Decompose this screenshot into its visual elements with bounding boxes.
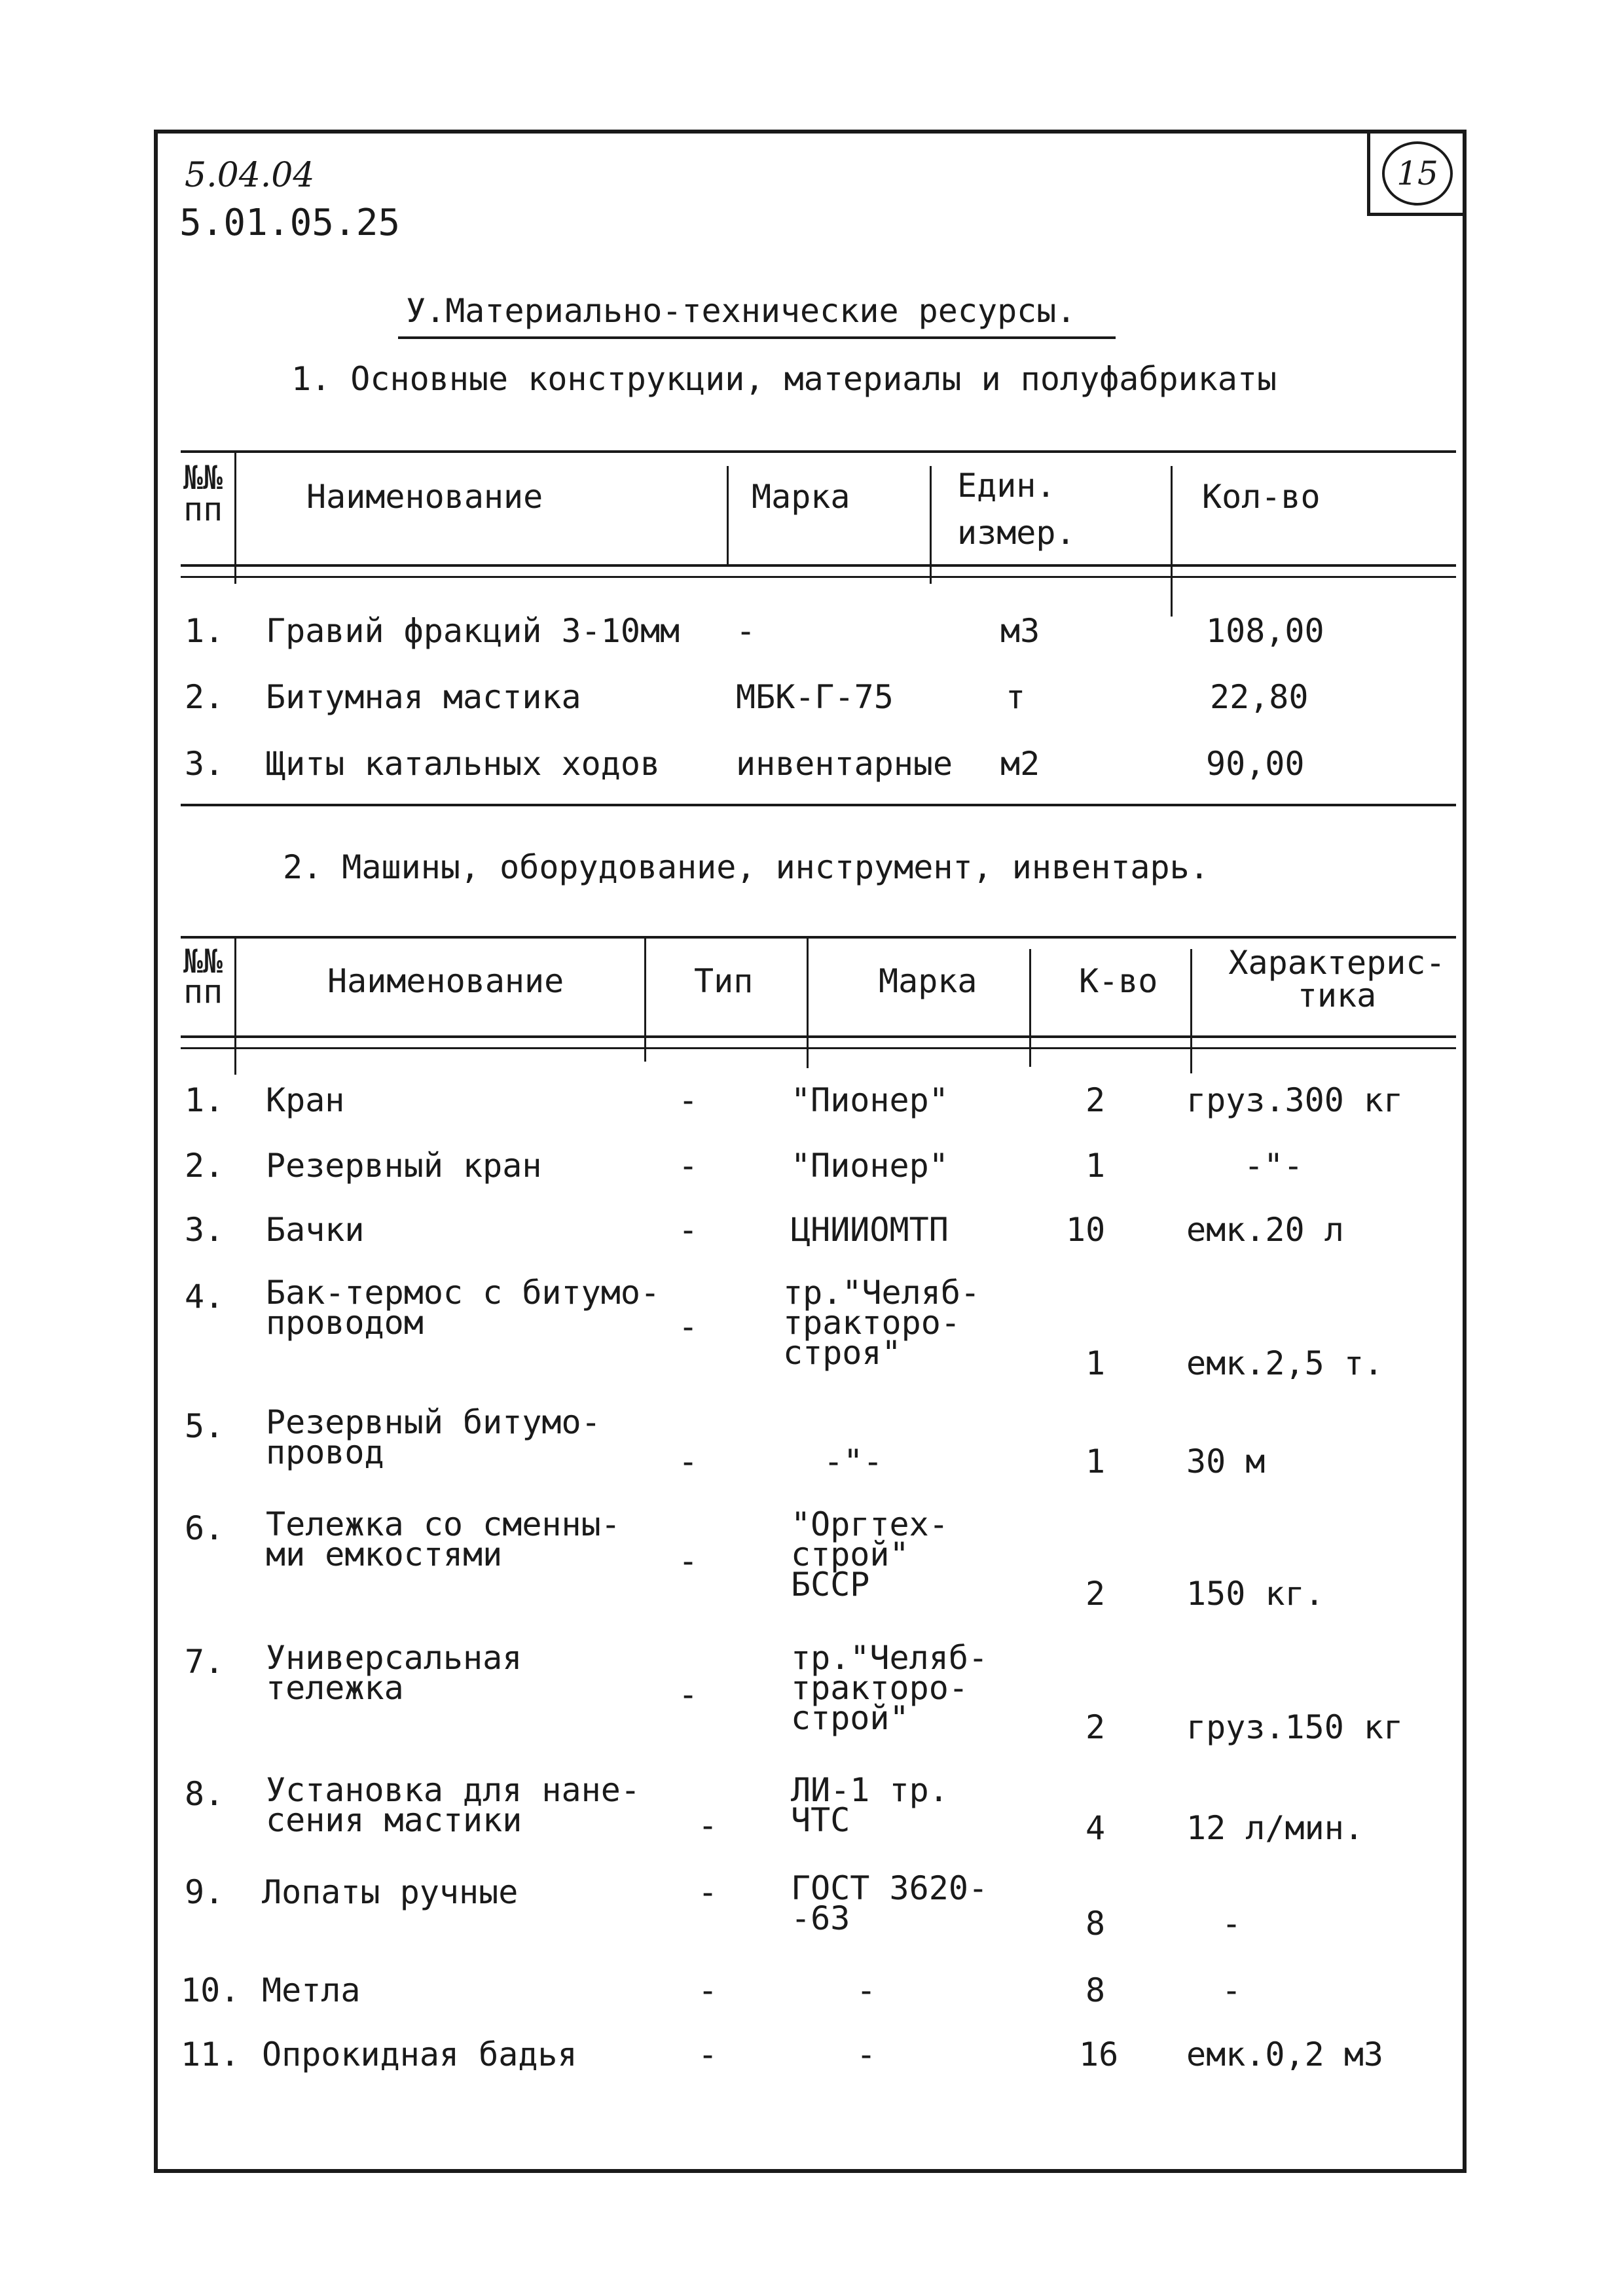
column-divider xyxy=(644,937,646,1062)
row-mark: МБК-Г-75 xyxy=(736,678,894,716)
row-mark: ЛИ-1 тр. ЧТС xyxy=(791,1771,949,1839)
header-quantity: К-во xyxy=(1079,962,1158,1000)
row-type: - xyxy=(678,1211,699,1249)
table-rule xyxy=(181,804,1456,806)
row-name: Установка для нане- сения мастики xyxy=(266,1771,640,1839)
table-rule xyxy=(181,450,1456,453)
header-name: Наименование xyxy=(327,962,564,1000)
row-name: Щиты катальных ходов xyxy=(266,745,661,783)
row-number: 4. xyxy=(185,1278,225,1316)
section-title: У.Материально-технические ресурсы. xyxy=(406,292,1076,330)
row-name: Бак-термос с битумо- проводом xyxy=(266,1274,661,1342)
row-characteristic: -"- xyxy=(1244,1147,1304,1185)
row-quantity: 90,00 xyxy=(1206,745,1305,783)
header-mark: Марка xyxy=(879,962,977,1000)
row-name: Бачки xyxy=(266,1211,365,1249)
row-characteristic: 150 кг. xyxy=(1186,1575,1324,1613)
row-type: - xyxy=(678,1542,699,1580)
row-characteristic: груз.150 кг xyxy=(1186,1708,1404,1746)
row-unit: м3 xyxy=(1000,612,1040,650)
column-divider xyxy=(930,466,932,584)
header-name: Наименование xyxy=(306,478,543,516)
column-divider xyxy=(1029,949,1031,1067)
row-characteristic: 12 л/мин. xyxy=(1186,1809,1364,1847)
row-quantity: 16 xyxy=(1079,2036,1119,2073)
table-rule xyxy=(181,564,1456,567)
column-divider xyxy=(234,937,236,1075)
row-characteristic: - xyxy=(1222,1905,1242,1943)
document-code: 5.01.05.25 xyxy=(179,202,401,244)
row-type: - xyxy=(678,1081,699,1119)
row-mark: ЦНИИОМТП xyxy=(791,1211,949,1249)
row-quantity: 2 xyxy=(1085,1708,1106,1746)
row-quantity: 1 xyxy=(1085,1344,1106,1382)
row-name: Универсальная тележка xyxy=(266,1639,522,1707)
row-name: Кран xyxy=(266,1081,345,1119)
row-number: 7. xyxy=(185,1643,225,1681)
page-number: 15 xyxy=(1382,141,1453,206)
subsection-title-1: 1. Основные конструкции, материалы и полуфабрикаты xyxy=(291,360,1277,398)
row-number: 1. xyxy=(185,1081,225,1119)
row-mark: "Оргтех- строй" БССР xyxy=(791,1505,949,1604)
row-number: 2. xyxy=(185,678,225,716)
column-divider xyxy=(807,937,809,1068)
row-type: - xyxy=(678,1676,699,1713)
row-quantity: 8 xyxy=(1085,1971,1106,2009)
row-number: 3. xyxy=(185,745,225,783)
row-characteristic: емк.2,5 т. xyxy=(1186,1344,1384,1382)
row-characteristic: 30 м xyxy=(1186,1443,1266,1480)
header-type: Тип xyxy=(694,962,754,1000)
table-rule xyxy=(181,1047,1456,1049)
row-quantity: 8 xyxy=(1085,1905,1106,1943)
row-number: 11. xyxy=(181,2036,240,2073)
column-divider xyxy=(727,466,729,564)
row-mark: - xyxy=(736,612,756,650)
row-type: - xyxy=(678,1443,699,1480)
row-type: - xyxy=(678,1308,699,1346)
row-quantity: 2 xyxy=(1085,1575,1106,1613)
column-divider xyxy=(234,453,236,584)
header-quantity: Кол-во xyxy=(1202,478,1321,516)
row-type: - xyxy=(678,1147,699,1185)
title-underline xyxy=(398,336,1116,339)
row-name: Резервный кран xyxy=(266,1147,542,1185)
row-type: - xyxy=(698,2036,718,2073)
row-quantity: 2 xyxy=(1085,1081,1106,1119)
row-number: 1. xyxy=(185,612,225,650)
row-name: Гравий фракций 3-10мм xyxy=(266,612,680,650)
row-mark: - xyxy=(856,2036,877,2073)
table-rule xyxy=(181,576,1456,578)
row-type: - xyxy=(698,1806,718,1844)
row-quantity: 1 xyxy=(1085,1147,1106,1185)
row-number: 8. xyxy=(185,1775,225,1813)
row-mark: "Пионер" xyxy=(791,1081,949,1119)
page-number-box xyxy=(1367,132,1465,216)
row-mark: - xyxy=(856,1971,877,2009)
row-number: 10. xyxy=(181,1971,240,2009)
row-number: 2. xyxy=(185,1147,225,1185)
row-number: 5. xyxy=(185,1407,225,1445)
row-quantity: 4 xyxy=(1085,1809,1106,1847)
subsection-title-2: 2. Машины, оборудование, инструмент, инвентарь. xyxy=(283,848,1209,886)
row-characteristic: емк.20 л xyxy=(1186,1211,1344,1249)
row-mark: -"- xyxy=(824,1443,883,1480)
column-divider xyxy=(1171,466,1173,617)
table-rule xyxy=(181,1035,1456,1038)
document-code-handwritten: 5.04.04 xyxy=(185,156,315,195)
row-quantity: 22,80 xyxy=(1210,678,1309,716)
row-mark: ГОСТ 3620- -63 xyxy=(791,1869,989,1937)
header-number-label: №№ пп xyxy=(183,459,223,528)
row-mark: "Пионер" xyxy=(791,1147,949,1185)
row-mark: тр."Челяб- тракторо- строя" xyxy=(783,1274,981,1372)
row-name: Тележка со сменны- ми емкостями xyxy=(266,1505,621,1573)
row-unit: т xyxy=(1006,678,1026,716)
row-type: - xyxy=(698,1971,718,2009)
row-characteristic: груз.300 кг xyxy=(1186,1081,1404,1119)
row-mark: тр."Челяб- тракторо- строй" xyxy=(791,1639,989,1737)
row-name: Опрокидная бадья xyxy=(262,2036,577,2073)
header-characteristic: Характерис- тика xyxy=(1228,944,1446,1014)
header-number: №№ пп xyxy=(183,942,223,1011)
row-name: Резервный битумо- провод xyxy=(266,1403,601,1471)
row-characteristic: - xyxy=(1222,1971,1242,2009)
row-quantity: 1 xyxy=(1085,1443,1106,1480)
header-mark: Марка xyxy=(752,478,850,516)
row-name: Метла xyxy=(262,1971,361,2009)
row-number: 9. xyxy=(185,1873,225,1911)
row-mark: инвентарные xyxy=(736,745,953,783)
row-characteristic: емк.0,2 м3 xyxy=(1186,2036,1384,2073)
header-unit: Един. измер. xyxy=(957,467,1076,552)
row-unit: м2 xyxy=(1000,745,1040,783)
header-number xyxy=(183,459,230,528)
row-type: - xyxy=(698,1873,718,1911)
table-rule xyxy=(181,936,1456,939)
row-number: 3. xyxy=(185,1211,225,1249)
row-name: Лопаты ручные xyxy=(262,1873,519,1911)
row-quantity: 10 xyxy=(1066,1211,1106,1249)
row-name: Битумная мастика xyxy=(266,678,581,716)
row-quantity: 108,00 xyxy=(1206,612,1324,650)
column-divider xyxy=(1190,949,1192,1073)
row-number: 6. xyxy=(185,1509,225,1547)
